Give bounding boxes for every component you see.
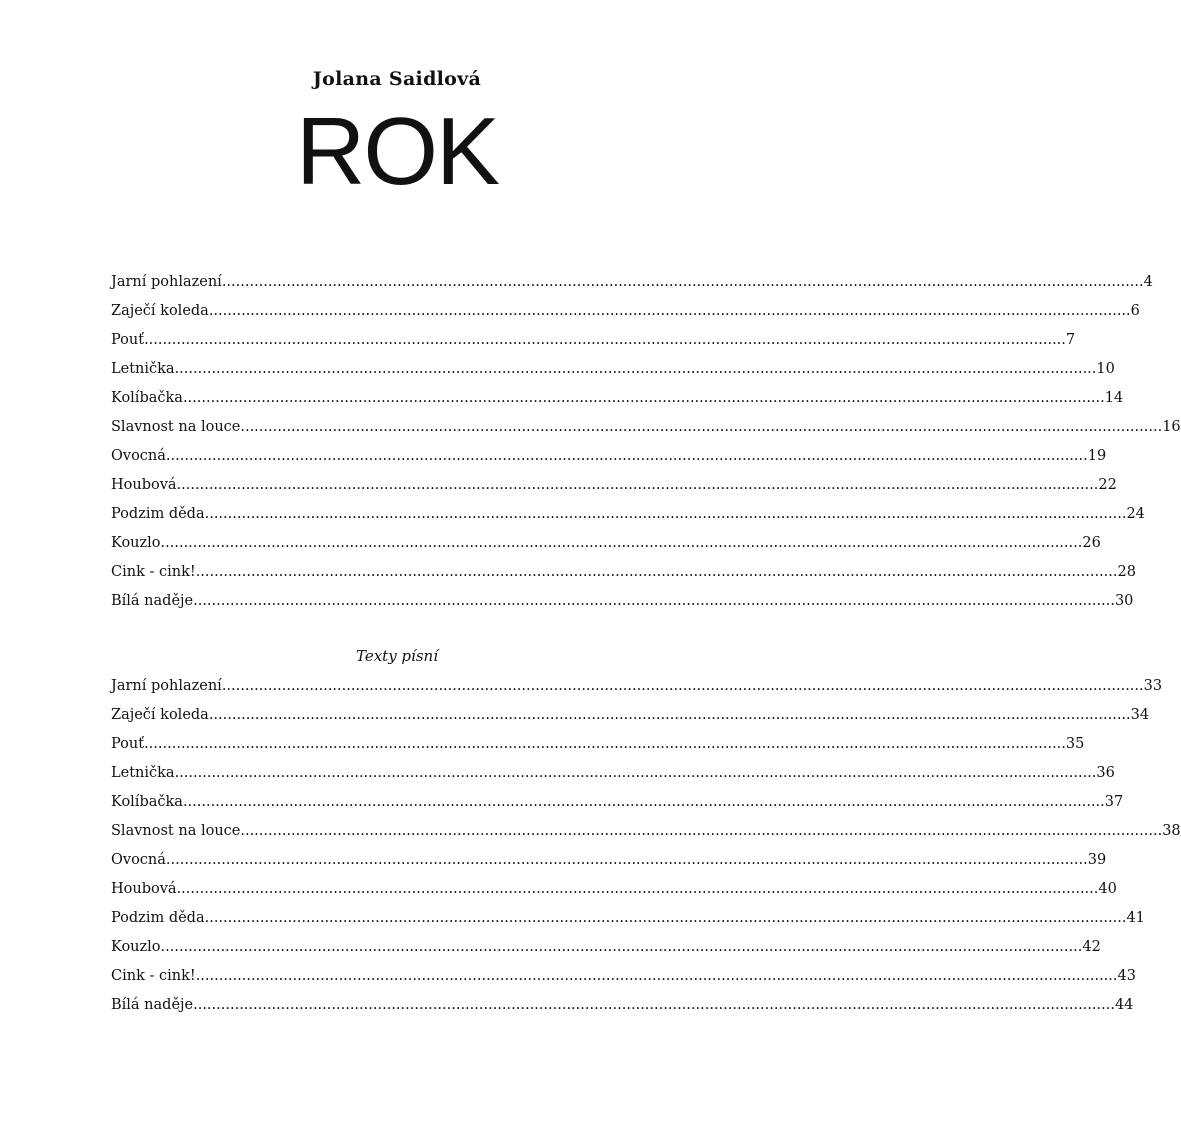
leader-dots: ........................................................................................................................................................................................................ — [176, 881, 1099, 897]
toc-entry-title: Podzim děda — [111, 506, 205, 522]
toc-entry-title: Jarní pohlazení — [111, 274, 222, 290]
toc-entry — [111, 701, 1150, 730]
leader-dots: ........................................................................................................................................................................................................ — [182, 390, 1105, 406]
leader-dots: ........................................................................................................................................................................................................ — [221, 678, 1144, 694]
toc-entry-page-number: 43 — [1117, 968, 1136, 984]
leader-dots: ........................................................................................................................................................................................................ — [160, 939, 1083, 955]
toc-entry-title: Zaječí koleda — [111, 707, 209, 723]
leader-dots: ........................................................................................................................................................................................................ — [204, 910, 1127, 926]
leader-dots: ........................................................................................................................................................................................................ — [240, 419, 1163, 435]
leader-dots: ........................................................................................................................................................................................................ — [208, 303, 1131, 319]
leader-dots: ........................................................................................................................................................................................................ — [208, 707, 1131, 723]
toc-entry-page-number: 26 — [1082, 535, 1101, 551]
toc-entry-page-number: 33 — [1143, 678, 1163, 694]
leader-dots: ........................................................................................................................................................................................................ — [193, 593, 1115, 609]
leader-dots: ........................................................................................................................................................................................................ — [240, 823, 1163, 839]
toc-entry — [111, 759, 1115, 788]
toc-entry — [111, 587, 1134, 616]
toc-entry — [111, 384, 1124, 413]
toc-entry-title: Letnička — [111, 361, 175, 377]
toc-entry — [111, 471, 1117, 500]
toc-entry-page-number: 44 — [1114, 997, 1134, 1013]
toc-entry-page-number: 22 — [1098, 477, 1117, 493]
toc-entry-page-number: 39 — [1087, 852, 1107, 868]
leader-dots: ........................................................................................................................................................................................................ — [165, 852, 1088, 868]
toc-entry-page-number: 24 — [1126, 506, 1145, 522]
leader-dots: ........................................................................................................................................................................................................ — [193, 997, 1115, 1013]
toc-entry-title: Kouzlo — [111, 939, 161, 955]
toc-entry-title: Podzim děda — [111, 910, 205, 926]
toc-entry-page-number: 30 — [1114, 593, 1134, 609]
toc-entry — [111, 875, 1117, 904]
toc-entry — [111, 326, 1076, 355]
toc-entry-title: Slavnost na louce — [111, 419, 241, 435]
leader-dots: ........................................................................................................................................................................................................ — [221, 274, 1144, 290]
toc-entry-page-number: 37 — [1104, 794, 1124, 810]
toc-entry-title: Kolíbačka — [111, 794, 183, 810]
leader-dots: ........................................................................................................................................................................................................ — [195, 564, 1118, 580]
leader-dots: ........................................................................................................................................................................................................ — [174, 361, 1097, 377]
toc-entry-page-number: 42 — [1082, 939, 1101, 955]
leader-dots: ........................................................................................................................................................................................................ — [182, 794, 1105, 810]
toc-entry — [111, 672, 1163, 701]
toc-entry — [111, 529, 1101, 558]
toc-entry — [111, 268, 1153, 297]
toc-entry-title: Bílá naděje — [111, 593, 194, 609]
toc-entry-page-number: 35 — [1065, 736, 1085, 752]
toc-entry-page-number: 10 — [1096, 361, 1115, 377]
toc-entry-title: Slavnost na louce — [111, 823, 241, 839]
toc-entry-page-number: 36 — [1096, 765, 1115, 781]
leader-dots: ........................................................................................................................................................................................................ — [165, 448, 1088, 464]
toc-entry-title: Houbová — [111, 881, 177, 897]
toc-entry-title: Jarní pohlazení — [111, 678, 222, 694]
leader-dots: ........................................................................................................................................................................................................ — [144, 736, 1066, 752]
toc-entry — [111, 413, 1181, 442]
toc-entry-title: Kolíbačka — [111, 390, 183, 406]
toc-entry-page-number: 38 — [1162, 823, 1181, 839]
toc-entry-page-number: 40 — [1098, 881, 1117, 897]
toc-entry-title: Ovocná — [111, 448, 166, 464]
toc-entry — [111, 817, 1181, 846]
toc-entry-title: Houbová — [111, 477, 177, 493]
leader-dots: ........................................................................................................................................................................................................ — [176, 477, 1099, 493]
table-of-contents — [111, 268, 1181, 616]
toc-entry-title: Pouť — [111, 736, 145, 752]
toc-entry-page-number: 16 — [1162, 419, 1181, 435]
toc-entry-title: Bílá naděje — [111, 997, 194, 1013]
toc-entry — [111, 788, 1124, 817]
toc-entry-page-number: 19 — [1087, 448, 1107, 464]
toc-entry — [111, 933, 1101, 962]
leader-dots: ........................................................................................................................................................................................................ — [144, 332, 1066, 348]
toc-entry — [111, 558, 1136, 587]
leader-dots: ........................................................................................................................................................................................................ — [204, 506, 1127, 522]
toc-entry-title: Letnička — [111, 765, 175, 781]
song-texts-contents — [111, 672, 1181, 1020]
toc-entry-title: Pouť — [111, 332, 145, 348]
toc-entry — [111, 904, 1145, 933]
leader-dots: ........................................................................................................................................................................................................ — [174, 765, 1097, 781]
toc-entry-title: Cink - cink! — [111, 968, 196, 984]
section-heading: Texty písní — [355, 647, 438, 665]
toc-entry — [111, 730, 1085, 759]
toc-entry — [111, 297, 1140, 326]
author-name: Jolana Saidlová — [312, 68, 482, 90]
toc-entry-page-number: 34 — [1130, 707, 1150, 723]
leader-dots: ........................................................................................................................................................................................................ — [160, 535, 1083, 551]
toc-entry-title: Kouzlo — [111, 535, 161, 551]
toc-entry — [111, 962, 1136, 991]
toc-entry-page-number: 4 — [1143, 274, 1153, 290]
leader-dots: ........................................................................................................................................................................................................ — [195, 968, 1118, 984]
toc-entry — [111, 442, 1107, 471]
toc-entry-page-number: 6 — [1130, 303, 1140, 319]
toc-entry-page-number: 7 — [1065, 332, 1076, 348]
toc-entry-title: Zaječí koleda — [111, 303, 209, 319]
toc-entry-title: Cink - cink! — [111, 564, 196, 580]
toc-entry — [111, 991, 1134, 1020]
toc-entry-page-number: 14 — [1104, 390, 1124, 406]
toc-entry-page-number: 41 — [1126, 910, 1145, 926]
book-title: ROK — [295, 98, 499, 205]
toc-entry — [111, 355, 1115, 384]
toc-entry — [111, 500, 1145, 529]
toc-entry — [111, 846, 1107, 875]
toc-entry-title: Ovocná — [111, 852, 166, 868]
toc-entry-page-number: 28 — [1117, 564, 1136, 580]
